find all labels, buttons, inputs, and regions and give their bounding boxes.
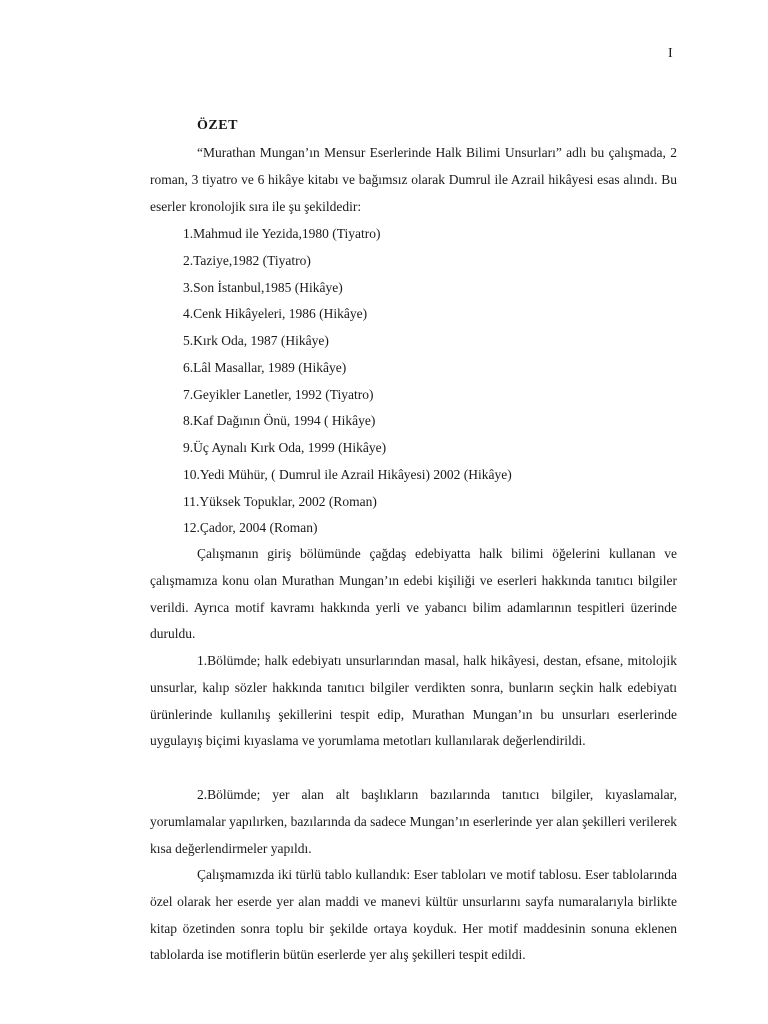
work-item: 5.Kırk Oda, 1987 (Hikâye) (183, 333, 329, 348)
body-paragraph: Çalışmanın giriş bölümünde çağdaş edebiyatta halk bilimi öğelerini kullanan ve çalışmamıza konu olan Murathan Mungan’ın edebi kişiliği ve eserleri hakkında tanıtıcı bilgiler verildi. Ayrıca motif kavramı hakkında yerli ve yabancı bilim adamlarının tespitleri üzerinde duruldu. (150, 546, 677, 642)
page-number: I (668, 46, 673, 61)
work-item: 4.Cenk Hikâyeleri, 1986 (Hikâye) (183, 306, 368, 322)
work-item: 11.Yüksek Topuklar, 2002 (Roman) (183, 493, 377, 509)
intro-paragraph: “Murathan Mungan’ın Mensur Eserlerinde Halk Bilimi Unsurları” adlı bu çalışmada, 2 roman, 3 tiyatro ve 6 hikâye kitabı ve bağımsız olarak Dumrul ile Azrail hikâyesi esas alındı. Bu eserler kronolojik sıra ile şu şekildedir: (150, 145, 677, 214)
work-item: 8.Kaf Dağının Önü, 1994 ( Hikâye) (183, 413, 376, 429)
work-item: 1.Mahmud ile Yezida,1980 (Tiyatro) (183, 226, 381, 241)
body-paragraph: Çalışmamızda iki türlü tablo kullandık: Eser tabloları ve motif tablosu. Eser tablolarında özel olarak her eserde yer alan maddi ve manevi kültür unsurlarını sayfa numaralarıyla birlikte kitap özetinden sonra toplu bir şekilde ortaya koyduk. Her motif maddesinin sonuna eklenen tablolarda ise motiflerin bütün eserlerde yer alış şekilleri tespit edildi. (150, 867, 677, 963)
body-paragraph: 2.Bölümde; yer alan alt başlıkların bazılarında tanıtıcı bilgiler, kıyaslamalar, yorumlamalar yapılırken, bazılarında da sadece Mungan’ın eserlerinde yer alan şekilleri verilerek kısa değerlendirmeler yapıldı. (150, 787, 677, 856)
work-item: 7.Geyikler Lanetler, 1992 (Tiyatro) (183, 386, 374, 402)
work-item: 2.Taziye,1982 (Tiyatro) (183, 252, 311, 268)
work-item: 6.Lâl Masallar, 1989 (Hikâye) (183, 359, 347, 375)
work-item: 10.Yedi Mühür, ( Dumrul ile Azrail Hikâyesi) 2002 (Hikâye) (183, 466, 512, 482)
work-item: 9.Üç Aynalı Kırk Oda, 1999 (Hikâye) (183, 440, 387, 455)
work-item: 3.Son İstanbul,1985 (Hikâye) (183, 279, 343, 295)
body-paragraph: 1.Bölümde; halk edebiyatı unsurlarından masal, halk hikâyesi, destan, efsane, mitolojik unsurlar, kalıp sözler hakkında tanıtıcı bilgiler verdikten sonra, bunların seçkin halk edebiyatı ürünlerinde kullanılış şekillerini tespit edip, Murathan Mungan’ın bu unsurları eserlerinde uygulayış biçimi kıyaslama ve yorumlama metotları kullanılarak değerlendirildi. (150, 653, 677, 749)
work-item: 12.Çador, 2004 (Roman) (183, 520, 318, 536)
summary-heading: ÖZET (197, 118, 238, 133)
works-list (183, 221, 512, 542)
